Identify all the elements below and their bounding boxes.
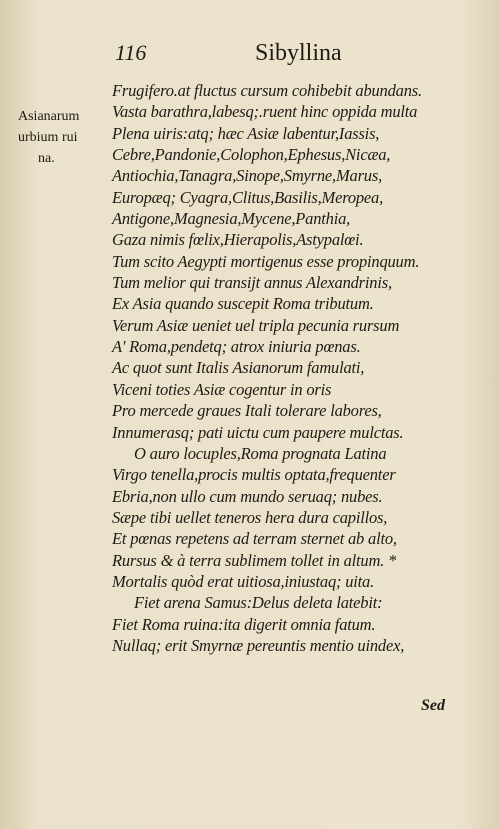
- verse-line: Fiet Roma ruina:ita digerit omnia fatum.: [112, 614, 376, 634]
- verse-line: Ex Asia quando suscepit Roma tributum.: [112, 294, 374, 314]
- verse-line: Frugifero.at fluctus cursum cohibebit abundans.: [112, 81, 422, 100]
- verse-line: Pro mercede graues Itali tolerare labores,: [112, 401, 382, 421]
- verse-line: Plena uiris:atq; hæc Asiæ labentur,Iassis,: [112, 123, 380, 143]
- verse-line: Viceni toties Asiæ cogentur in oris: [112, 379, 332, 399]
- verse-line: Innumerasq; pati uictu cum paupere mulctas.: [112, 422, 404, 442]
- marginal-note-line: urbium rui: [18, 130, 78, 145]
- verse-line: Rursus & à terra sublimem tollet in altum. *: [112, 550, 397, 570]
- verse-line: O auro locuples,Roma prognata Latina: [134, 443, 387, 463]
- catchword: Sed: [421, 697, 445, 714]
- page-number: 116: [115, 40, 147, 65]
- verse-line: Sæpe tibi uellet teneros hera dura capillos,: [112, 507, 388, 527]
- marginal-note: [18, 106, 110, 169]
- verse-line: Europæq; Cyagra,Clitus,Basilis,Meropea,: [112, 187, 384, 207]
- verse-line: Antigone,Magnesia,Mycene,Panthia,: [112, 209, 351, 229]
- verse-line: Vasta barathra,labesq;.ruent hinc oppida multa: [112, 102, 418, 122]
- verse-line: Verum Asiæ ueniet uel tripla pecunia rursum: [112, 315, 400, 335]
- marginal-note-line: na.: [38, 151, 55, 166]
- verse-line: Virgo tenella,procis multis optata,frequenter: [112, 465, 396, 485]
- verse-line: Gaza nimis fœlix,Hierapolis,Astypalœi.: [112, 230, 364, 250]
- page-header: [0, 40, 500, 70]
- verse-line: Antiochia,Tanagra,Sinope,Smyrne,Marus,: [112, 166, 382, 186]
- verse-line: Tum melior qui transijt annus Alexandrinis,: [112, 273, 392, 293]
- verse-line: Nullaq; erit Smyrnæ pereuntis mentio uindex,: [112, 635, 405, 655]
- verse-line: Mortalis quòd erat uitiosa,iniustaq; uita.: [112, 571, 375, 591]
- running-title: Sibyllina: [255, 40, 342, 66]
- verse-line: Ebria,non ullo cum mundo seruaq; nubes.: [112, 486, 383, 506]
- verse-line: Tum scito Aegypti mortigenus esse propinquum.: [112, 251, 420, 271]
- verse-line: A' Roma,pendetq; atrox iniuria pœnas.: [112, 337, 361, 357]
- verse-block: [112, 80, 462, 656]
- verse-line: Fiet arena Samus:Delus deleta latebit:: [134, 593, 383, 613]
- verse-line: Ac quot sunt Italis Asianorum famulati,: [112, 358, 365, 378]
- marginal-note-line: Asianarum: [18, 109, 80, 124]
- verse-line: Cebre,Pandonie,Colophon,Ephesus,Nicæa,: [112, 145, 391, 165]
- verse-line: Et pœnas repetens ad terram sternet ab alto,: [112, 529, 397, 549]
